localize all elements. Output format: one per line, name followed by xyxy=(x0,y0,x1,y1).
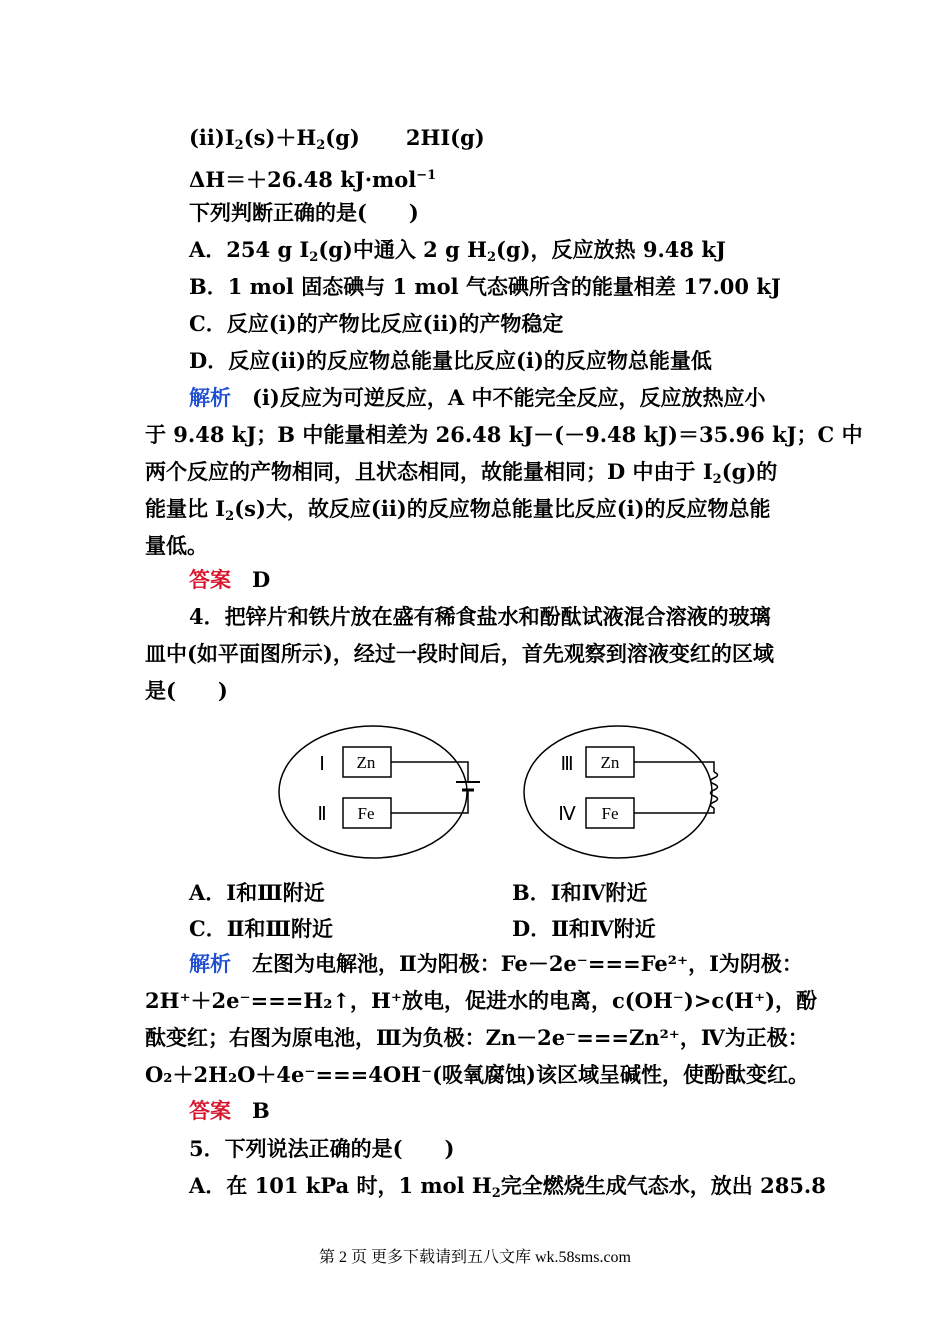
q3-stem: 下列判断正确的是( ) xyxy=(189,200,419,225)
page-footer: 第 2 页 更多下载请到五八文库 wk.58sms.com xyxy=(318,1249,631,1266)
region-ii-label: Ⅱ xyxy=(317,804,327,825)
q5-option-a: A．在 101 kPa 时，1 mol $H_2$完全燃烧生成气态水，放出 285.8 xyxy=(189,1173,826,1201)
q4-option-a: A．Ⅰ和Ⅲ附近 xyxy=(189,880,325,905)
q4-option-c: C．Ⅱ和Ⅲ附近 xyxy=(189,916,333,941)
q4-stem-1: 4．把锌片和铁片放在盛有稀食盐水和酚酞试液混合溶液的玻璃 xyxy=(189,604,771,629)
q3-option-b: B．1 mol 固态碘与 1 mol 气态碘所含的能量相差 17.00 kJ xyxy=(189,274,781,299)
q3-analysis-line-2: 于 9.48 kJ；B 中能量相差为 26.48 kJ－(－9.48 kJ)＝35.96 kJ；C 中 xyxy=(145,422,863,447)
q3-option-a: A．254 g $I_2(g)$中通入 2 g $H_2(g)$，反应放热 9.48 kJ xyxy=(189,237,726,265)
right-wire-bottom xyxy=(634,808,714,813)
q3-option-c: C．反应(ⅰ)的产物比反应(ⅱ)的产物稳定 xyxy=(189,311,564,336)
q3-analysis-line-1: 解析 (ⅰ)反应为可逆反应，A 中不能完全反应，反应放热应小 xyxy=(189,385,766,410)
right-fe-label: Fe xyxy=(601,804,619,823)
analysis-label: 解析 xyxy=(189,951,231,976)
eq-ii: $(ⅱ)I_2(s)+H_2(g)$ 2HI(g) xyxy=(189,125,485,153)
q4-stem-2: 皿中(如平面图所示)，经过一段时间后，首先观察到溶液变红的区域 xyxy=(145,641,774,666)
analysis-label: 解析 xyxy=(189,385,231,410)
region-iii-label: Ⅲ xyxy=(560,754,574,775)
left-wire-bottom xyxy=(391,790,468,813)
q4-analysis-line-3: 酞变红；右图为原电池，Ⅲ为负极：Zn－2e⁻===Zn²⁺，Ⅳ为正极： xyxy=(145,1025,809,1050)
q4-analysis-line-2: 2H⁺＋2e⁻===H₂↑，H⁺放电，促进水的电离，c(OH⁻)>c(H⁺)，酚 xyxy=(145,988,817,1013)
region-iv-label: Ⅳ xyxy=(558,804,576,825)
answer-label: 答案 xyxy=(189,567,231,592)
region-i-label: Ⅰ xyxy=(319,754,325,775)
left-fe-label: Fe xyxy=(357,804,375,823)
q3-option-d: D．反应(ⅱ)的反应物总能量比反应(ⅰ)的反应物总能量低 xyxy=(189,348,712,373)
q3-answer: 答案 D xyxy=(189,567,271,592)
left-dish xyxy=(279,726,467,858)
q5-stem: 5．下列说法正确的是( ) xyxy=(189,1136,455,1161)
right-dish xyxy=(524,726,712,858)
answer-label: 答案 xyxy=(189,1098,231,1123)
q4-analysis-line-1: 解析 左图为电解池，Ⅱ为阳极：Fe－2e⁻===Fe²⁺，Ⅰ为阴极： xyxy=(189,951,803,976)
left-zn-label: Zn xyxy=(356,753,376,772)
q4-analysis-line-4: O₂＋2H₂O＋4e⁻===4OH⁻(吸氧腐蚀)该区域呈碱性，使酚酞变红。 xyxy=(145,1062,809,1087)
q4-option-d: D．Ⅱ和Ⅳ附近 xyxy=(512,916,656,941)
left-wire-top xyxy=(391,762,468,782)
right-zn-label: Zn xyxy=(600,753,620,772)
delta-h: ΔH＝＋26.48 kJ·mol$^{-1}$ xyxy=(189,167,437,192)
electrochemistry-diagram xyxy=(278,720,723,865)
q3-analysis-line-4: 能量比 $I_2(s)$大，故反应(ⅱ)的反应物总能量比反应(ⅰ)的反应物总能 xyxy=(145,496,771,524)
q4-option-b: B．Ⅰ和Ⅳ附近 xyxy=(512,880,648,905)
q4-answer: 答案 B xyxy=(189,1098,270,1123)
q3-analysis-line-3: 两个反应的产物相同，且状态相同，故能量相同；D 中由于 $I_2(g)$的 xyxy=(145,459,778,487)
q4-stem-3: 是( ) xyxy=(145,678,228,703)
q3-analysis-line-5: 量低。 xyxy=(145,533,208,558)
